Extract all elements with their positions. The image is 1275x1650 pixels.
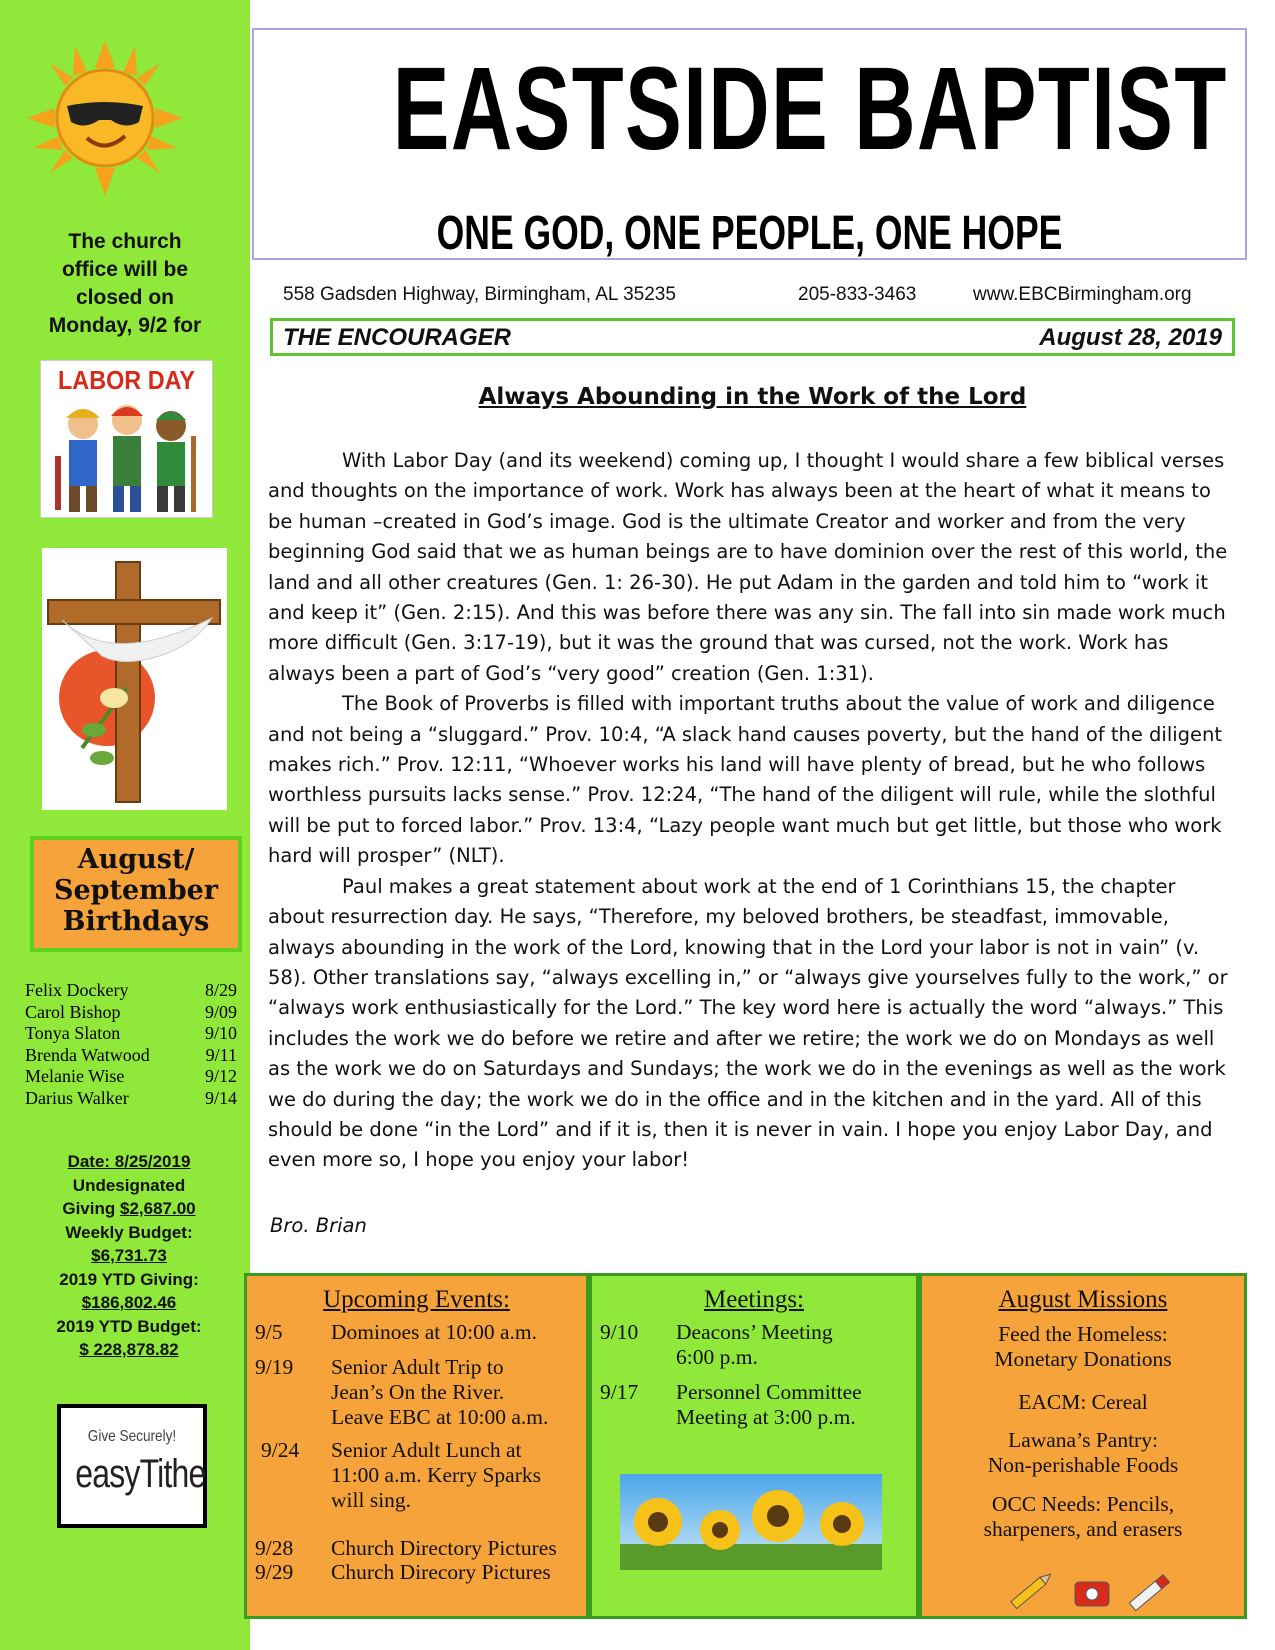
birthday-row: Tonya Slaton 9/10 [25, 1023, 237, 1043]
newsletter-date: August 28, 2019 [1039, 324, 1222, 351]
easytithe-brand: easyTithe [75, 1452, 206, 1496]
article-signoff: Bro. Brian [270, 1214, 367, 1237]
birthday-row: Darius Walker 9/14 [25, 1087, 237, 1108]
events-title: Upcoming Events: [323, 1286, 510, 1313]
ytd-budget-amount: $ 228,878.82 [79, 1340, 179, 1359]
weekly-budget-amount: $6,731.73 [91, 1246, 167, 1265]
ytd-budget-label: 2019 YTD Budget: [56, 1316, 202, 1336]
weekly-budget-label: Weekly Budget: [65, 1222, 193, 1242]
upcoming-events-box: Upcoming Events: 9/5 Dominoes at 10:00 a.m. 9/19 Senior Adult Trip to Jean’s On the River. Leave EBC at 10:00 a.m. 9/24 Senior Adult Lunch at 11:00 a.m. Kerry Sparks will sing. 9/28 Church Directory Pictures 9/29 Church Direcory Pictures [244, 1273, 589, 1619]
article-body [268, 446, 1236, 1176]
article-paragraph: With Labor Day (and its weekend) coming up, I thought I would share a few biblical verses and thoughts on the importance of work. Work has always been at the heart of what it means to be human –created in God’s image. God is the ultimate Creator and worker and from the very beginning God said that we as human beings are to have dominion over the rest of this world, the land and all other creatures (Gen. 1: 26-30). He put Adam in the garden and told him to “work it and keep it” (Gen. 2:15). And this was before there was any sin. The fall into sin made work much more difficult (Gen. 3:17-19), but it was the ground that was cursed, not the work. Work has always been a part of God’s “very good” creation (Gen. 1:31). [268, 449, 1228, 685]
church-motto: ONE GOD, ONE PEOPLE, ONE HOPE [436, 207, 1063, 260]
church-address: 558 Gadsden Highway, Birmingham, AL 35235 [283, 284, 676, 305]
birthdays-title-box: August/ September Birthdays [30, 836, 242, 952]
birthday-list [25, 980, 237, 1109]
newsletter-name: THE ENCOURAGER [283, 324, 512, 351]
birthday-row: Felix Dockery 8/29 [25, 980, 237, 1000]
mission-item: EACM: Cereal [1018, 1390, 1148, 1414]
giving-report [15, 1150, 243, 1362]
ytd-giving-label: 2019 YTD Giving: [59, 1269, 199, 1289]
cross-with-flower-icon [42, 548, 227, 810]
sunflowers-icon [620, 1474, 882, 1570]
church-name: EASTSIDE BAPTIST [392, 43, 1228, 175]
mission-item: Lawana’s Pantry: Non-perishable Foods [987, 1428, 1179, 1477]
birthday-row: Brenda Watwood 9/11 [25, 1044, 237, 1065]
mission-item: OCC Needs: Pencils, sharpeners, and erasers [983, 1492, 1183, 1541]
mission-item: Feed the Homeless: Monetary Donations [994, 1322, 1172, 1371]
church-website: www.EBCBirmingham.org [973, 284, 1192, 305]
easytithe-tagline: Give Securely! [87, 1428, 177, 1445]
birthday-row: Melanie Wise 9/12 [25, 1066, 237, 1086]
article-paragraph: Paul makes a great statement about work at the end of 1 Corinthians 15, the chapter about resurrection day. He says, “Therefore, my beloved brothers, be steadfast, immovable, always abounding in the work of the Lord, knowing that in the Lord your labor is not in vain” (v. 58). Other translations say, “always excelling in,” or “always give yourselves fully to the work,” or “always work enthusiastically for the Lord.” The key word here is actually the word “always.” This includes the work we do before we retire and after we retire; the work we do on Mondays as well as the work we do on Saturdays and Sundays; the work we do in the evenings as well as the work we do during the day; the work we do in the office and in the kitchen and in the yard. All of this should be done “in the Lord” and if it is, then it is never in vain. I hope you enjoy Labor Day, and even more so, I hope you enjoy your labor! [268, 874, 1228, 1172]
sidebar [0, 0, 250, 1650]
labor-day-clipart [40, 360, 213, 518]
school-supplies-icon [1007, 1572, 1182, 1614]
undesignated-label: Undesignated [72, 1175, 186, 1195]
labor-day-label: LABOR DAY [58, 365, 195, 395]
meetings-title: Meetings: [704, 1286, 804, 1313]
newsletter-banner [270, 318, 1235, 356]
masthead [252, 28, 1247, 260]
ytd-giving-amount: $186,802.46 [81, 1293, 177, 1312]
meetings-box: Meetings: 9/10 Deacons’ Meeting 6:00 p.m. 9/17 Personnel Committee Meeting at 3:00 p.m. [589, 1273, 919, 1619]
church-phone: 205-833-3463 [798, 284, 917, 305]
giving-date: Date: 8/25/2019 [67, 1152, 191, 1171]
august-missions-box [919, 1273, 1247, 1619]
easytithe-logo [57, 1404, 207, 1528]
workers-icon [41, 396, 212, 516]
article-title: Always Abounding in the Work of the Lord [478, 384, 1027, 410]
sun-with-sunglasses-icon [25, 38, 185, 198]
office-closed-note: The church office will be closed on Monday, 9/2 for [48, 230, 202, 337]
birthday-row: Carol Bishop 9/09 [25, 1001, 237, 1022]
article-paragraph: The Book of Proverbs is filled with important truths about the value of work and diligence and not being a “sluggard.” Prov. 10:4, “A slack hand causes poverty, but the hand of the diligent makes rich.” Prov. 12:11, “Whoever works his land will have plenty of bread, but he who follows worthless pursuits lacks sense.” Prov. 12:24, “The hand of the diligent will rule, while the slothful will be put to forced labor.” Prov. 13:4, “Lazy people want much but get little, but those who work hard will prosper” (NLT). [268, 692, 1223, 868]
undesignated-giving: Giving $2,687.00 [62, 1199, 196, 1218]
missions-title: August Missions [998, 1286, 1168, 1313]
